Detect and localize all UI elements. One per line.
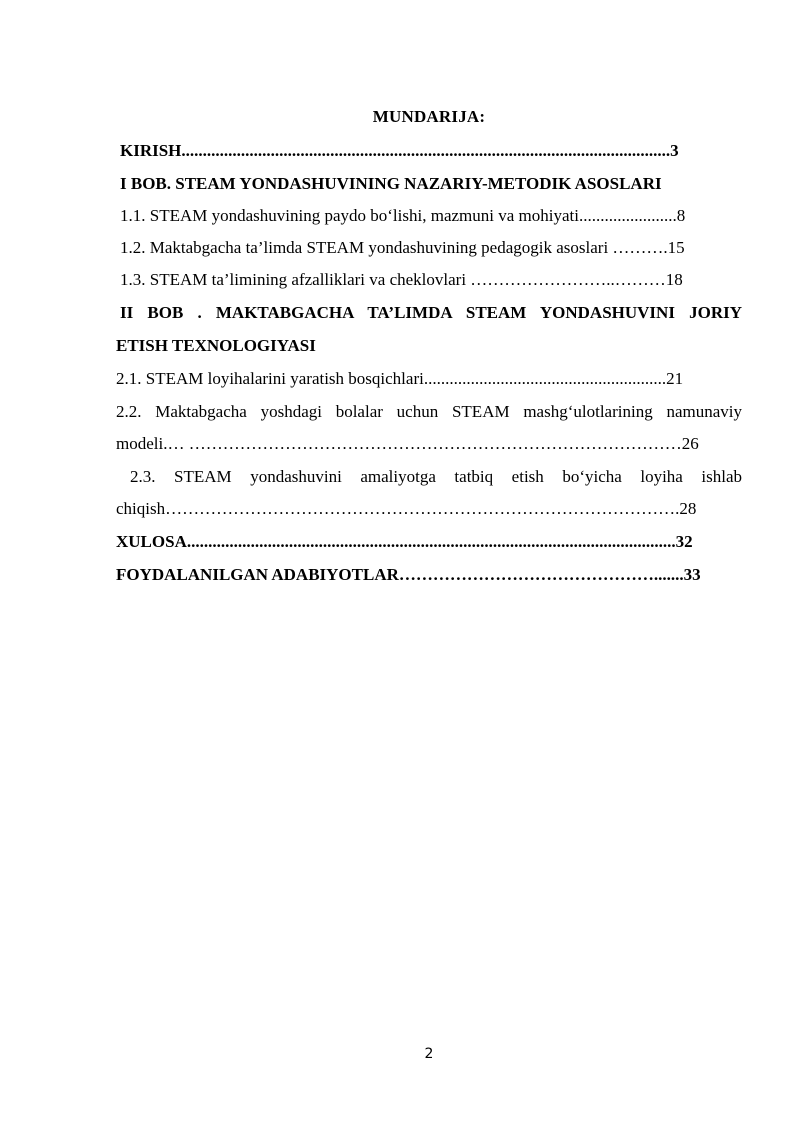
toc-entry-2-3-line2: chiqish……………………………………………………………………………….28 bbox=[116, 499, 697, 518]
toc-entry-2-1: 2.1. STEAM loyihalarini yaratish bosqichlari.........................................................21 bbox=[116, 369, 684, 388]
toc-title: MUNDARIJA: bbox=[372, 107, 486, 126]
toc-entry-kirish: KIRISH...................................................................................................................3 bbox=[120, 141, 679, 160]
toc-entry-2-2-line2: modeli.… ……………………………………………………………………………26 bbox=[116, 434, 699, 453]
toc-entry-1-3: 1.3. STEAM ta’limining afzalliklari va cheklovlari ……………………..………18 bbox=[120, 270, 683, 289]
toc-chapter-2-heading-line1: II BOB . MAKTABGACHA TA’LIMDA STEAM YONDASHUVINI JORIY bbox=[120, 303, 742, 322]
toc-chapter-1-heading: I BOB. STEAM YONDASHUVINING NAZARIY-METODIK ASOSLARI bbox=[120, 174, 662, 193]
toc-entry-xulosa: XULOSA...................................................................................................................32 bbox=[116, 532, 693, 551]
toc-chapter-2-heading-line2: ETISH TEXNOLOGIYASI bbox=[116, 336, 316, 355]
toc-entry-1-2: 1.2. Maktabgacha ta’limda STEAM yondashuvining pedagogik asoslari ……….15 bbox=[120, 238, 685, 257]
toc-entry-2-3-line1: 2.3. STEAM yondashuvini amaliyotga tatbiq etish bo‘yicha loyiha ishlab bbox=[130, 467, 742, 486]
toc-entry-1-1: 1.1. STEAM yondashuvining paydo bo‘lishi, mazmuni va mohiyati.......................8 bbox=[120, 206, 686, 225]
page-number: 2 bbox=[424, 1046, 434, 1062]
toc-entry-adabiyotlar: FOYDALANILGAN ADABIYOTLAR……………………………………….......33 bbox=[116, 565, 701, 584]
toc-entry-2-2-line1: 2.2. Maktabgacha yoshdagi bolalar uchun STEAM mashg‘ulotlarining namunaviy bbox=[116, 402, 742, 421]
